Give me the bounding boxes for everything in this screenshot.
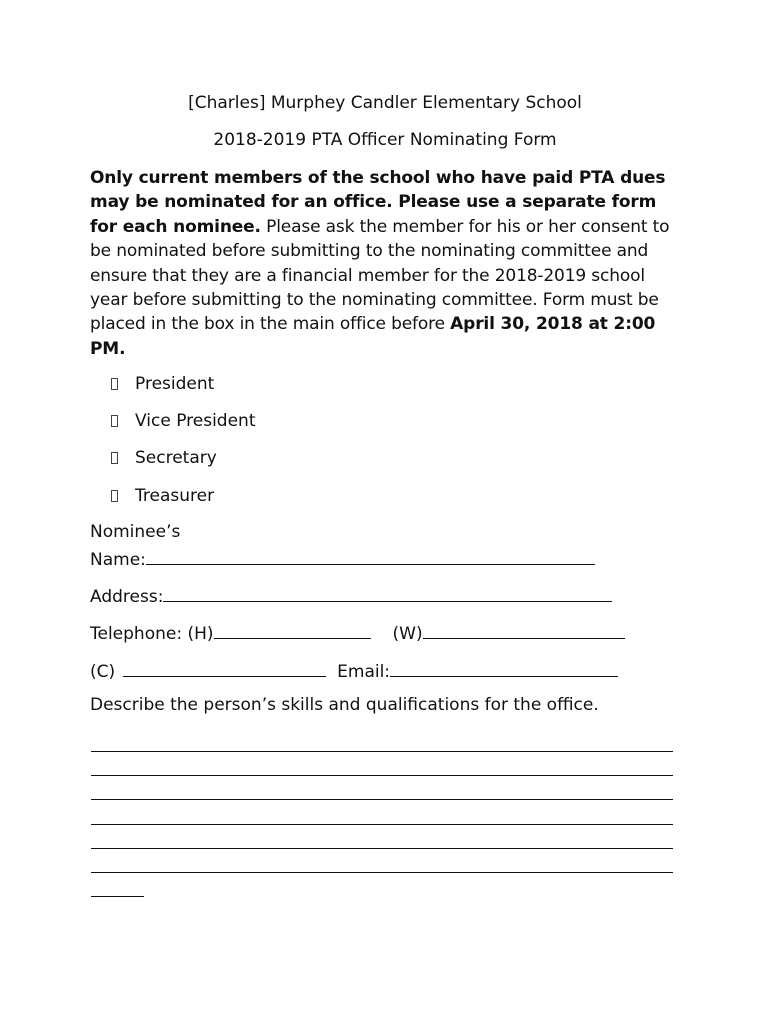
qualifications-line[interactable] <box>91 896 144 897</box>
form-title: 2018-2019 PTA Officer Nominating Form <box>213 130 557 150</box>
checkbox-icon[interactable] <box>111 415 118 427</box>
office-label: Treasurer <box>135 486 215 506</box>
nominee-name-row <box>90 547 595 570</box>
instructions-bold-eligibility: Only current members of the school who have paid PTA dues may be nominated for an office. Please use a separate form for each nominee. <box>90 168 666 237</box>
instructions-paragraph <box>90 166 675 361</box>
office-label: Vice President <box>135 411 256 431</box>
instructions-text: Please ask the member for his or her consent to be nominated before submitting to the nominating committee and ensure that they are a financial member for the 2018-2019 school year before submitting to the nominating committee. Form must be placed in the box in the main office before <box>90 216 670 335</box>
telephone-work-field[interactable] <box>423 621 625 639</box>
school-name: [Charles] Murphey Candler Elementary School <box>188 93 582 113</box>
nominee-label-line1: Nominee’s <box>90 522 181 542</box>
email-field[interactable] <box>390 659 618 677</box>
cell-label: (C) <box>90 662 116 682</box>
telephone-home-label: Telephone: (H) <box>90 624 214 644</box>
office-label: President <box>135 374 215 394</box>
checkbox-icon[interactable] <box>111 452 118 464</box>
nominee-name-label: Name: <box>90 550 146 570</box>
qualifications-prompt: Describe the person’s skills and qualifications for the office. <box>90 695 599 715</box>
office-option-secretary[interactable] <box>111 448 217 468</box>
qualifications-line[interactable] <box>91 775 673 776</box>
telephone-work-label: (W) <box>392 624 423 644</box>
office-label: Secretary <box>135 448 217 468</box>
address-field[interactable] <box>163 584 612 602</box>
checkbox-icon[interactable] <box>111 378 118 390</box>
telephone-home-field[interactable] <box>214 621 371 639</box>
address-row <box>90 584 612 607</box>
cell-phone-field[interactable] <box>123 659 326 677</box>
qualifications-line[interactable] <box>91 824 673 825</box>
qualifications-line[interactable] <box>91 848 673 849</box>
checkbox-icon[interactable] <box>111 490 118 502</box>
qualifications-line[interactable] <box>91 872 673 873</box>
office-option-vice-president[interactable] <box>111 411 256 431</box>
email-label: Email: <box>337 662 391 682</box>
qualifications-line[interactable] <box>91 751 673 752</box>
nominee-name-field[interactable] <box>146 547 595 565</box>
instructions-deadline: April 30, 2018 at 2:00 PM. <box>90 314 656 359</box>
cell-email-row <box>90 659 618 682</box>
office-option-treasurer[interactable] <box>111 486 214 506</box>
address-label: Address: <box>90 587 164 607</box>
office-option-president[interactable] <box>111 374 214 394</box>
telephone-row <box>90 621 625 644</box>
qualifications-line[interactable] <box>91 799 673 800</box>
